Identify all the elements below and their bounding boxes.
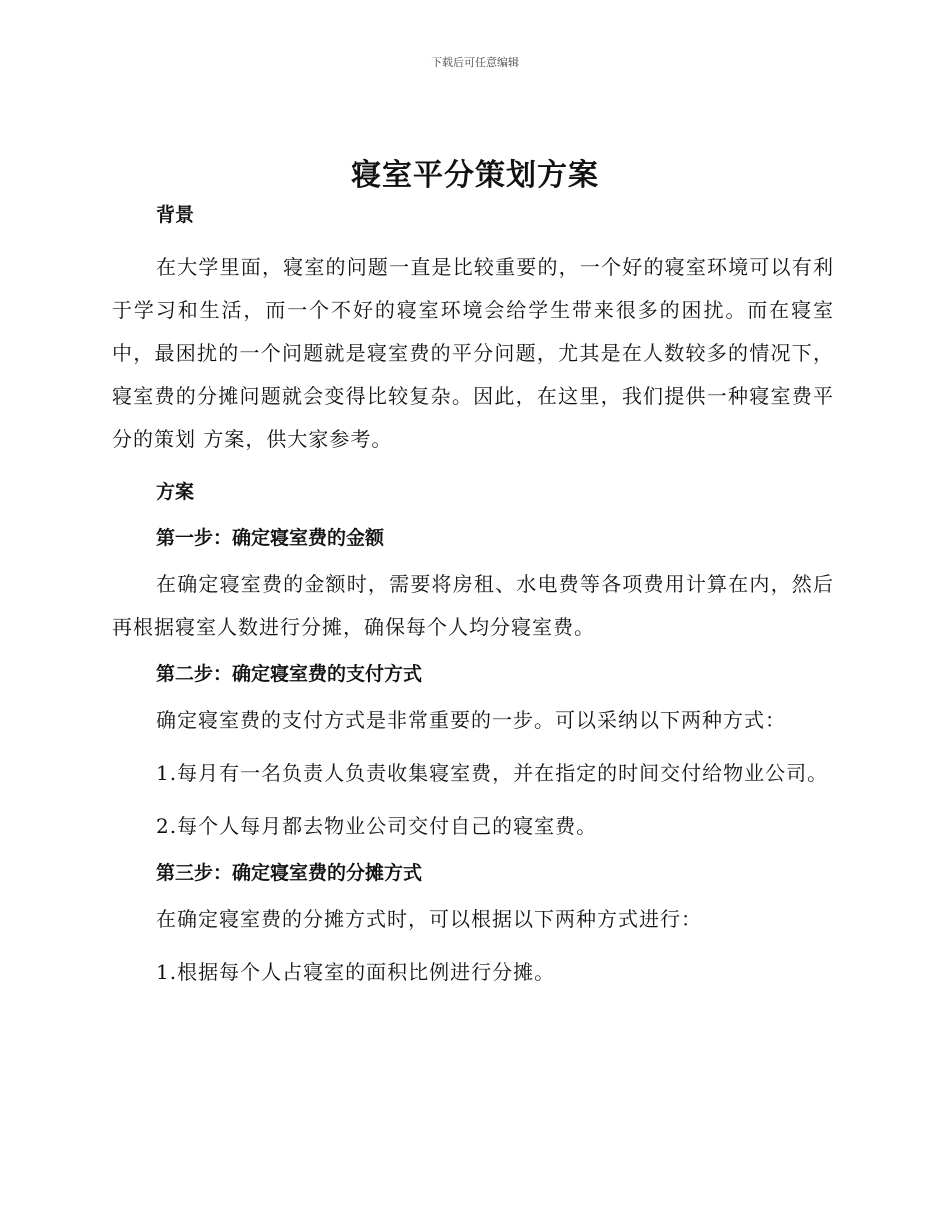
paragraph-step1: 在确定寝室费的金额时，需要将房租、水电费等各项费用计算在内，然后再根据寝室人数进行分摊，确保每个人均分寝室费。	[112, 572, 834, 639]
list-item-step3-1: 1.根据每个人占寝室的面积比例进行分摊。	[156, 960, 556, 984]
paragraph-background: 在大学里面，寝室的问题一直是比较重要的，一个好的寝室环境可以有利于学习和生活，而一个不好的寝室环境会给学生带来很多的困扰。而在寝室中，最困扰的一个问题就是寝室费的平分问题，尤其是在人数较多的情况下，寝室费的分摊问题就会变得比较复杂。因此，在这里，我们提供一种寝室费平分的策划 方案，供大家参考。	[112, 255, 834, 451]
header-note: 下载后可任意编辑	[431, 56, 519, 69]
list-item-step2-1: 1.每月有一名负责人负责收集寝室费，并在指定的时间交付给物业公司。	[156, 761, 829, 785]
step3-heading: 第三步：确定寝室费的分摊方式	[156, 862, 423, 884]
section-heading-plan: 方案	[156, 481, 195, 503]
paragraph-step3-intro: 在确定寝室费的分摊方式时，可以根据以下两种方式进行：	[156, 907, 702, 931]
page-title: 寝室平分策划方案	[351, 158, 599, 193]
step1-heading: 第一步：确定寝室费的金额	[156, 527, 385, 549]
list-item-step2-2: 2.每个人每月都去物业公司交付自己的寝室费。	[156, 814, 598, 838]
section-heading-background: 背景	[156, 204, 195, 226]
step2-heading: 第二步：确定寝室费的支付方式	[156, 663, 423, 685]
document-body	[112, 200, 834, 994]
paragraph-step2-intro: 确定寝室费的支付方式是非常重要的一步。可以采纳以下两种方式：	[156, 708, 786, 732]
